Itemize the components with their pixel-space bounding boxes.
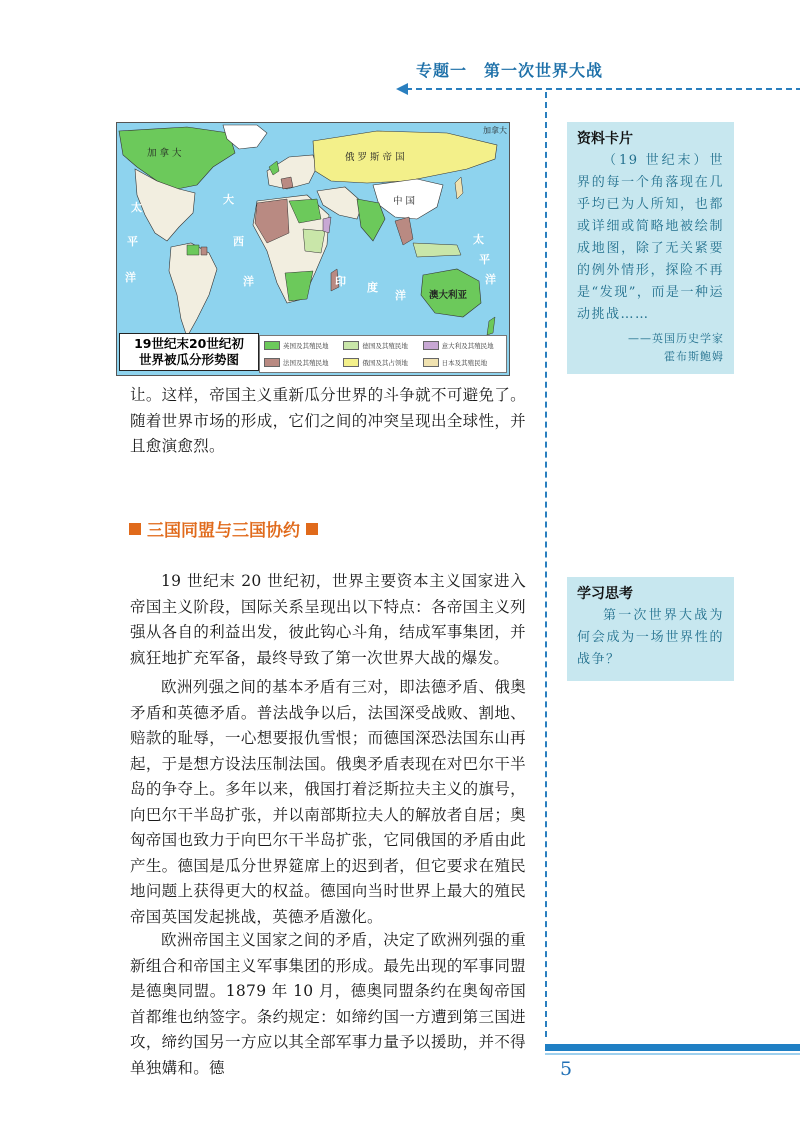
legend-item bbox=[264, 341, 343, 350]
data-card-title: 资料卡片 bbox=[577, 131, 633, 147]
legend-label: 法国及其殖民地 bbox=[283, 359, 329, 367]
chapter-header-title: 专题一 第一次世界大战 bbox=[416, 61, 604, 80]
study-question-title: 学习思考 bbox=[577, 586, 633, 602]
paragraph: 欧洲列强之间的基本矛盾有三对，即法德矛盾、俄奥矛盾和英德矛盾。普法战争以后，法国深受战败、割地、赔款的耻辱，一心想要报仇雪恨；而德国深恐法国东山再起，于是想方设法压制法国。俄奥矛盾表现在对巴尔干半岛的争夺上。多年以来，俄国打着泛斯拉夫主义的旗号，向巴尔干半岛扩张，并以南部斯拉夫人的解放者自居；奥匈帝国也致力于向巴尔干半岛扩张，它同俄国的矛盾由此产生。德国是瓜分世界筵席上的迟到者，但它要求在殖民地问题上获得更大的权益。德国向当时世界上最大的殖民帝国英国发起挑战，英德矛盾激化。 bbox=[130, 678, 526, 926]
legend-item bbox=[423, 341, 502, 350]
map-title-line1: 19世纪末20世纪初 bbox=[134, 336, 244, 351]
paragraph-top: 让。这样，帝国主义重新瓜分世界的斗争就不可避免了。随着世界市场的形成，它们之间的冲突呈现出全球性，并且愈演愈烈。 bbox=[130, 386, 526, 455]
map-label-canada-top: 加拿大 bbox=[483, 126, 507, 135]
footer-bar-light bbox=[545, 1053, 800, 1055]
header-dashed-rule bbox=[406, 88, 800, 90]
ocean-label: 太 bbox=[473, 233, 484, 246]
map-label-china: 中 国 bbox=[393, 196, 416, 207]
legend-label: 俄国及其占领地 bbox=[362, 359, 408, 367]
study-question-card bbox=[567, 577, 734, 681]
data-card-attribution bbox=[567, 326, 734, 374]
footer-bar bbox=[545, 1044, 800, 1051]
world-partition-map bbox=[116, 122, 510, 376]
ocean-label: 平 bbox=[127, 235, 138, 248]
ocean-label: 洋 bbox=[243, 275, 254, 288]
ocean-label: 印 bbox=[335, 275, 346, 288]
ocean-label: 度 bbox=[367, 281, 378, 294]
legend-item bbox=[343, 341, 422, 350]
section-heading-text: 三国同盟与三国协约 bbox=[147, 521, 300, 541]
map-title-line2: 世界被瓜分形势图 bbox=[138, 352, 239, 367]
ocean-label: 洋 bbox=[485, 273, 496, 286]
legend-swatch bbox=[264, 341, 280, 350]
legend-item bbox=[343, 358, 422, 367]
map-label-russia: 俄 罗 斯 帝 国 bbox=[345, 152, 405, 163]
ocean-label: 太 bbox=[131, 201, 142, 214]
map-label-canada: 加 拿 大 bbox=[147, 148, 182, 159]
paragraph: 欧洲帝国主义国家之间的矛盾，决定了欧洲列强的重新组合和帝国主义军事集团的形成。最先出现的军事同盟是德奥同盟。1879 年 10 月，德奥同盟条约在奥匈帝国首都维也纳签字。条约规定：如缔约国一方遭到第三国进攻，缔约国另一方应以其全部军事力量予以援助，并不得单独媾和。德 bbox=[130, 931, 526, 1077]
map-title bbox=[119, 333, 259, 371]
section-heading bbox=[129, 516, 318, 541]
ocean-label: 西 bbox=[233, 235, 244, 248]
legend-label: 英国及其殖民地 bbox=[283, 342, 329, 350]
legend-swatch bbox=[423, 341, 439, 350]
legend-swatch bbox=[343, 358, 359, 367]
ocean-label: 洋 bbox=[395, 289, 406, 302]
map-legend bbox=[259, 335, 507, 373]
legend-label: 日本及其殖民地 bbox=[441, 359, 488, 367]
map-label-australia: 澳大利亚 bbox=[429, 290, 468, 301]
square-bullet-icon bbox=[129, 523, 141, 535]
ocean-label: 大 bbox=[223, 193, 234, 206]
data-card bbox=[567, 122, 734, 374]
study-question-body: 第一次世界大战为何会成为一场世界性的战争？ bbox=[577, 608, 724, 667]
ocean-label: 洋 bbox=[125, 271, 136, 284]
square-bullet-icon bbox=[306, 523, 318, 535]
ocean-label: 平 bbox=[479, 253, 490, 266]
sidebar-divider bbox=[545, 92, 547, 1037]
legend-swatch bbox=[343, 341, 359, 350]
legend-item bbox=[423, 358, 502, 367]
data-card-body: （19 世纪末）世界的每一个角落现在几乎均已为人所知，也都或详细或简略地被绘制成地图，除了无关紧要的例外情形，探险不再是“发现”，而是一种运动挑战…… bbox=[577, 153, 724, 322]
legend-label: 德国及其殖民地 bbox=[362, 342, 408, 350]
legend-item bbox=[264, 358, 343, 367]
legend-swatch bbox=[264, 358, 280, 367]
attribution-name: 霍布斯鲍姆 bbox=[664, 350, 724, 363]
paragraph: 19 世纪末 20 世纪初，世界主要资本主义国家进入帝国主义阶段，国际关系呈现出以下特点：各帝国主义列强从各自的利益出发，彼此钩心斗角，结成军事集团，并疯狂地扩充军备，最终导致了第一次世界大战的爆发。 bbox=[130, 572, 526, 667]
legend-swatch bbox=[423, 358, 439, 367]
attribution-line: ——英国历史学家 bbox=[628, 332, 724, 345]
page-number: 5 bbox=[560, 1058, 573, 1080]
legend-label: 意大利及其殖民地 bbox=[441, 342, 494, 350]
